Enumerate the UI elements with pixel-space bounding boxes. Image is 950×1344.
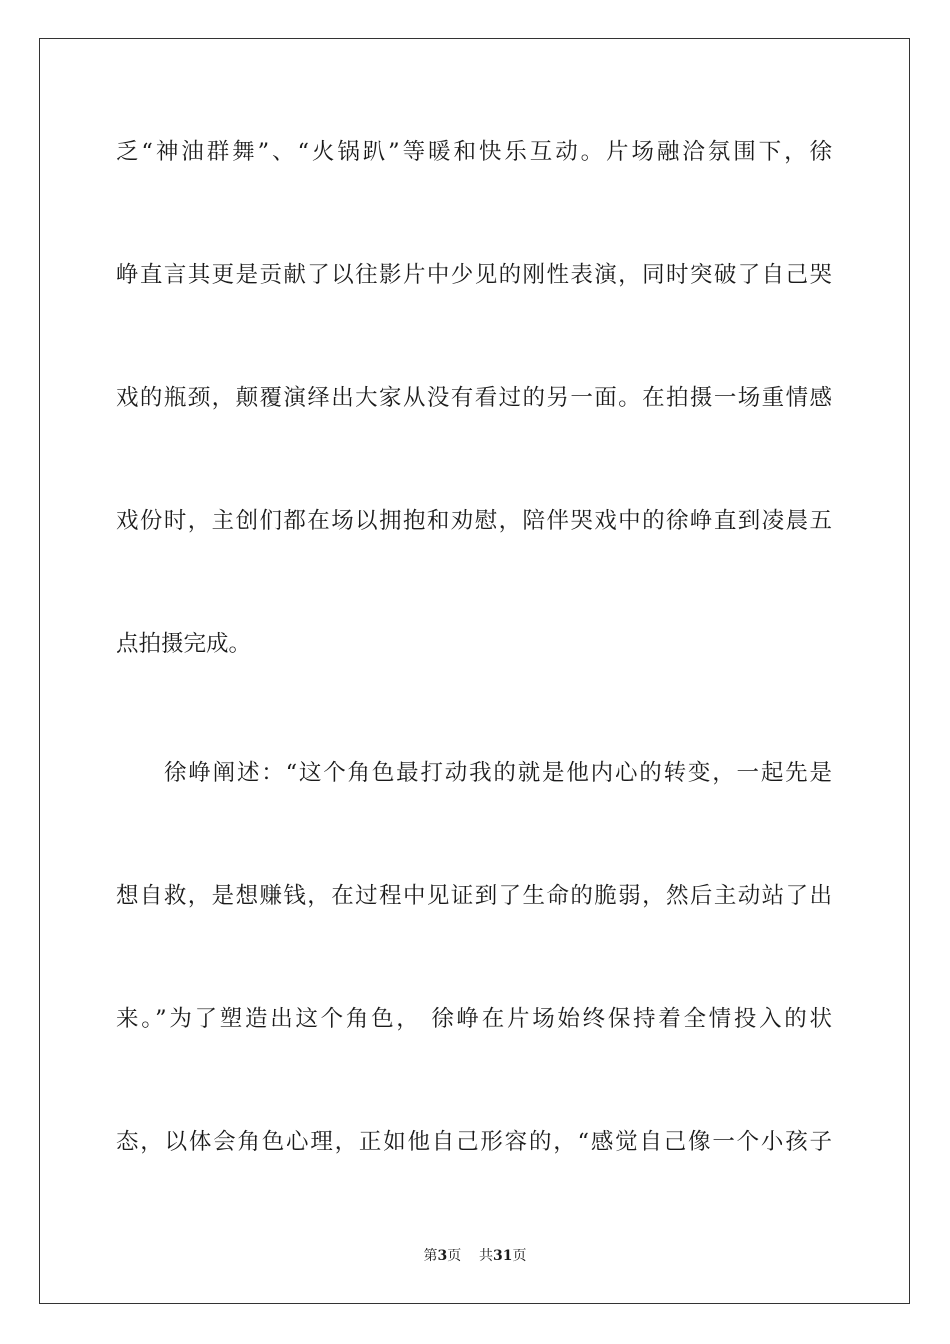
text-line: 态，以体会角色心理，正如他自己形容的，“感觉自己像一个小孩子 bbox=[116, 1129, 832, 1155]
page-border bbox=[39, 38, 910, 1304]
text-line: 戏的瓶颈，颠覆演绎出大家从没有看过的另一面。在拍摄一场重情感 bbox=[116, 385, 832, 411]
text-line: 乏“神油群舞”、“火锅趴”等暖和快乐互动。片场融洽氛围下，徐 bbox=[116, 139, 832, 165]
text-line: 想自救，是想赚钱，在过程中见证到了生命的脆弱，然后主动站了出 bbox=[116, 883, 832, 909]
text-line: 来。”为了塑造出这个角色， 徐峥在片场始终保持着全情投入的状 bbox=[116, 1006, 832, 1032]
page-prefix: 第 bbox=[423, 1248, 438, 1264]
current-page-number: 3 bbox=[437, 1248, 448, 1264]
text-line: 峥直言其更是贡献了以往影片中少见的刚性表演，同时突破了自己哭 bbox=[116, 262, 832, 288]
text-line: 戏份时，主创们都在场以拥抱和劝慰，陪伴哭戏中的徐峥直到凌晨五 bbox=[116, 508, 832, 534]
total-prefix: 共 bbox=[479, 1248, 494, 1264]
total-pages: 31 bbox=[493, 1248, 513, 1264]
text-line: 徐峥阐述：“这个角色最打动我的就是他内心的转变，一起先是 bbox=[164, 760, 832, 786]
text-line: 点拍摄完成。 bbox=[116, 631, 252, 657]
page-suffix: 页 bbox=[447, 1248, 462, 1264]
page-footer bbox=[0, 1247, 950, 1265]
total-suffix: 页 bbox=[512, 1248, 527, 1264]
